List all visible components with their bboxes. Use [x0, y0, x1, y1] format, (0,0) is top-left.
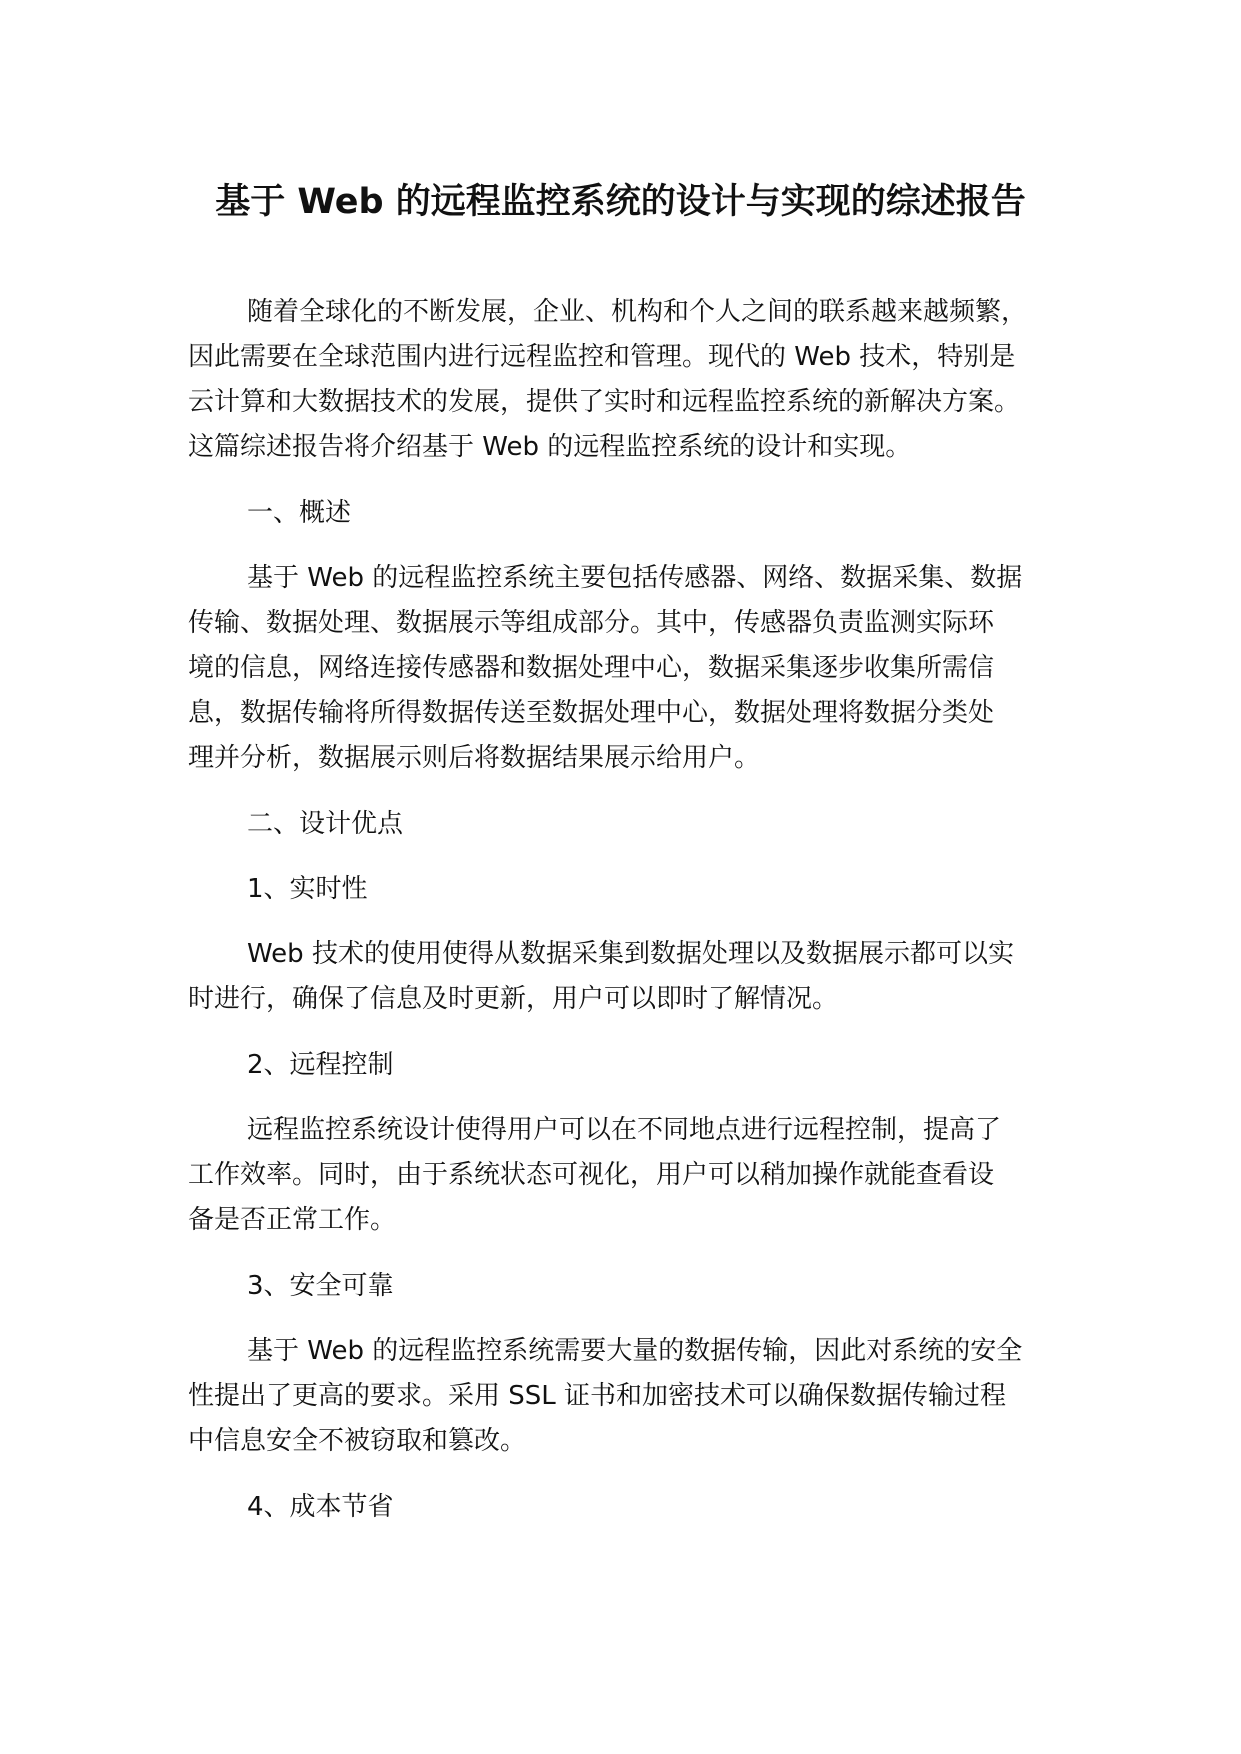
intro-line: 这篇综述报告将介绍基于 Web 的远程监控系统的设计和实现。	[188, 432, 912, 462]
overview-line: 理并分析，数据展示则后将数据结果展示给用户。	[188, 743, 761, 773]
overview-line: 境的信息，网络连接传感器和数据处理中心，数据采集逐步收集所需信	[188, 653, 995, 683]
point-heading-security: 3、安全可靠	[247, 1271, 394, 1301]
point-heading-realtime: 1、实时性	[247, 874, 368, 904]
section-heading-advantages: 二、设计优点	[247, 809, 404, 839]
overview-line: 传输、数据处理、数据展示等组成部分。其中，传感器负责监测实际环	[188, 608, 995, 638]
overview-line: 息，数据传输将所得数据传送至数据处理中心，数据处理将数据分类处	[188, 698, 995, 728]
point-heading-cost-saving: 4、成本节省	[247, 1492, 394, 1522]
realtime-line: Web 技术的使用使得从数据采集到数据处理以及数据展示都可以实	[247, 939, 1014, 969]
section-heading-overview: 一、概述	[247, 498, 352, 528]
remote-control-line: 工作效率。同时，由于系统状态可视化，用户可以稍加操作就能查看设	[188, 1160, 995, 1190]
remote-control-line: 备是否正常工作。	[188, 1205, 397, 1235]
security-line: 性提出了更高的要求。采用 SSL 证书和加密技术可以确保数据传输过程	[188, 1381, 1007, 1411]
remote-control-line: 远程监控系统设计使得用户可以在不同地点进行远程控制，提高了	[247, 1115, 1002, 1145]
realtime-line: 时进行，确保了信息及时更新，用户可以即时了解情况。	[188, 984, 839, 1014]
point-heading-remote-control: 2、远程控制	[247, 1050, 394, 1080]
intro-line: 云计算和大数据技术的发展，提供了实时和远程监控系统的新解决方案。	[188, 387, 1021, 417]
intro-line: 因此需要在全球范围内进行远程监控和管理。现代的 Web 技术，特别是	[188, 342, 1016, 372]
intro-line: 随着全球化的不断发展，企业、机构和个人之间的联系越来越频繁，	[247, 297, 1028, 327]
overview-line: 基于 Web 的远程监控系统主要包括传感器、网络、数据采集、数据	[247, 563, 1023, 593]
document-title: 基于 Web 的远程监控系统的设计与实现的综述报告	[215, 182, 1026, 222]
security-line: 中信息安全不被窃取和篡改。	[188, 1426, 527, 1456]
security-line: 基于 Web 的远程监控系统需要大量的数据传输，因此对系统的安全	[247, 1336, 1023, 1366]
